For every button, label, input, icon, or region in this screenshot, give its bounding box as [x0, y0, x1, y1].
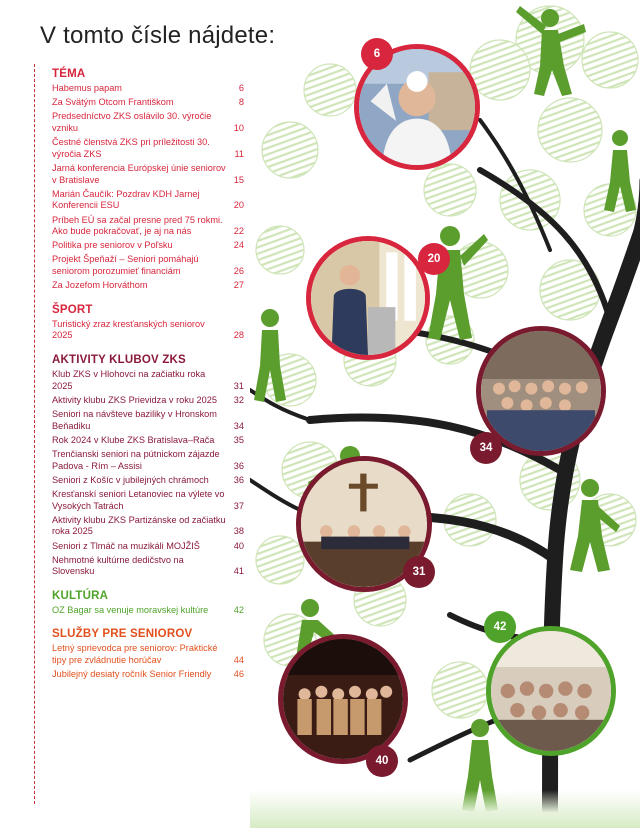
page-number: 32 — [233, 394, 244, 405]
page-number: 26 — [233, 266, 244, 277]
page-number: 22 — [233, 226, 244, 237]
page-title: V tomto čísle nájdete: — [40, 22, 276, 49]
toc-entry[interactable] — [52, 541, 248, 553]
toc-entry[interactable] — [52, 449, 248, 472]
page-number: 15 — [233, 174, 244, 185]
page-number: 40 — [233, 540, 244, 551]
toc-entry[interactable] — [52, 409, 248, 432]
entry-text: Za Jozefom Horváthom — [52, 280, 148, 291]
photo-speaker[interactable] — [306, 236, 430, 360]
toc-entry[interactable] — [52, 280, 248, 292]
toc-entry[interactable] — [52, 97, 248, 109]
page-number: 38 — [233, 526, 244, 537]
entry-text: Turistický zraz kresťanských seniorov 2025 — [52, 318, 205, 341]
toc-entry[interactable] — [52, 215, 248, 238]
page-badge: 40 — [366, 745, 398, 777]
section-aktivity — [52, 354, 248, 578]
section-title-sluzby: SLUŽBY PRE SENIOROV — [52, 628, 193, 641]
toc-entry[interactable] — [52, 475, 248, 487]
page-badge: 31 — [403, 556, 435, 588]
musical-image — [283, 639, 403, 759]
page-number: 41 — [233, 566, 244, 577]
table-of-contents — [52, 66, 248, 687]
entry-text: Jubilejný desiaty ročník Senior Friendly — [52, 669, 212, 680]
page-number: 8 — [238, 97, 244, 108]
photo-musical[interactable] — [278, 634, 408, 764]
toc-entry[interactable] — [52, 111, 248, 134]
entry-text: Predsedníctvo ZKS oslávilo 30. výročie vzniku — [52, 111, 212, 133]
page-number: 44 — [233, 655, 244, 666]
page-number: 34 — [233, 420, 244, 431]
page-number: 24 — [233, 240, 244, 251]
section-sluzby — [52, 628, 248, 680]
section-kultura — [52, 590, 248, 617]
entry-text: Aktivity klubu ZKS Prievidza v roku 2025 — [52, 394, 217, 405]
toc-entry[interactable] — [52, 515, 248, 538]
entry-text: Za Svätým Otcom Františkom — [52, 97, 174, 108]
toc-entry[interactable] — [52, 435, 248, 447]
toc-entry[interactable] — [52, 555, 248, 578]
section-title-tema: TÉMA — [52, 68, 86, 80]
entry-text: Projekt Špeňaží – Seniori pomáhajú seniorom porozumieť financiám — [52, 254, 199, 277]
toc-entry[interactable] — [52, 83, 248, 95]
entry-text: Nehmotné kultúrne dedičstvo na Slovensku — [52, 554, 184, 577]
page-number: 6 — [238, 83, 244, 93]
entry-text: Jarná konferencia Európskej únie seniorov v Bratislave — [52, 162, 226, 185]
toc-entry[interactable] — [52, 319, 248, 342]
section-title-kultura: KULTÚRA — [52, 589, 109, 602]
entry-text: Habemus papam — [52, 83, 122, 93]
entry-text: Trenčianski seniori na pútnickom zájazde Padova - Rím – Assisi — [52, 448, 220, 471]
ground-gradient — [250, 790, 640, 828]
toc-entry[interactable] — [52, 643, 248, 666]
section-title-aktivity: AKTIVITY KLUBOV ZKS — [52, 354, 186, 367]
page-badge: 34 — [470, 432, 502, 464]
toc-entry[interactable] — [52, 254, 248, 277]
entry-text: OZ Bagar sa venuje moravskej kultúre — [52, 604, 209, 615]
page-number: 36 — [233, 460, 244, 471]
entry-text: Letný sprievodca pre seniorov: Praktické tipy pre zvládnutie horúčav — [52, 643, 218, 666]
page-number: 37 — [233, 500, 244, 511]
page-number: 35 — [233, 434, 244, 445]
dashed-divider — [34, 64, 35, 804]
entry-text: Seniori z Košíc v jubilejných chrámoch — [52, 474, 209, 485]
entry-text: Seniori z Tlmáč na muzikáli MOJŽIŠ — [52, 540, 200, 551]
section-tema — [52, 68, 248, 292]
entry-text: Príbeh EÚ sa začal presne pred 75 rokmi. Ako bude pokračovať, je aj na nás — [52, 214, 223, 237]
entry-text: Marián Čaučík: Pozdrav KDH Jarnej Konferencii ESU — [52, 188, 200, 211]
speaker-image — [311, 241, 425, 355]
page-number: 20 — [233, 200, 244, 211]
page-badge: 42 — [484, 611, 516, 643]
page-number: 42 — [233, 604, 244, 615]
toc-entry[interactable] — [52, 240, 248, 252]
section-sport — [52, 304, 248, 342]
concert-hall-image — [491, 631, 611, 751]
toc-entry[interactable] — [52, 369, 248, 392]
page-number: 10 — [233, 122, 244, 133]
page-number: 27 — [233, 280, 244, 291]
entry-text: Politika pre seniorov v Poľsku — [52, 240, 173, 251]
photo-concert-hall[interactable] — [486, 626, 616, 756]
page-number: 11 — [234, 148, 244, 159]
toc-entry[interactable] — [52, 605, 248, 617]
entry-text: Kresťanskí seniori Letanoviec na výlete vo Vysokých Tatrách — [52, 488, 225, 511]
toc-entry[interactable] — [52, 189, 248, 212]
page-number: 46 — [233, 669, 244, 680]
group-basilica-image — [481, 331, 601, 451]
page-badge: 20 — [418, 243, 450, 275]
entry-text: Čestné členstvá ZKS pri príležitosti 30. výročia ZKS — [52, 137, 210, 159]
page-number: 36 — [233, 474, 244, 485]
toc-entry[interactable] — [52, 163, 248, 186]
toc-entry[interactable] — [52, 395, 248, 407]
toc-entry[interactable] — [52, 489, 248, 512]
entry-text: Aktivity klubu ZKS Partizánske od začiatku roka 2025 — [52, 514, 226, 537]
page-number: 31 — [233, 380, 244, 391]
page-badge: 6 — [361, 38, 393, 70]
toc-entry[interactable] — [52, 669, 248, 681]
section-title-sport: ŠPORT — [52, 303, 93, 316]
entry-text: Seniori na návšteve baziliky v Hronskom Beňadiku — [52, 409, 217, 431]
entry-text: Rok 2024 v Klube ZKS Bratislava–Rača — [52, 434, 215, 445]
toc-entry[interactable] — [52, 137, 248, 160]
page-number: 28 — [233, 330, 244, 341]
entry-text: Klub ZKS v Hlohovci na začiatku roka 2025 — [52, 369, 206, 391]
